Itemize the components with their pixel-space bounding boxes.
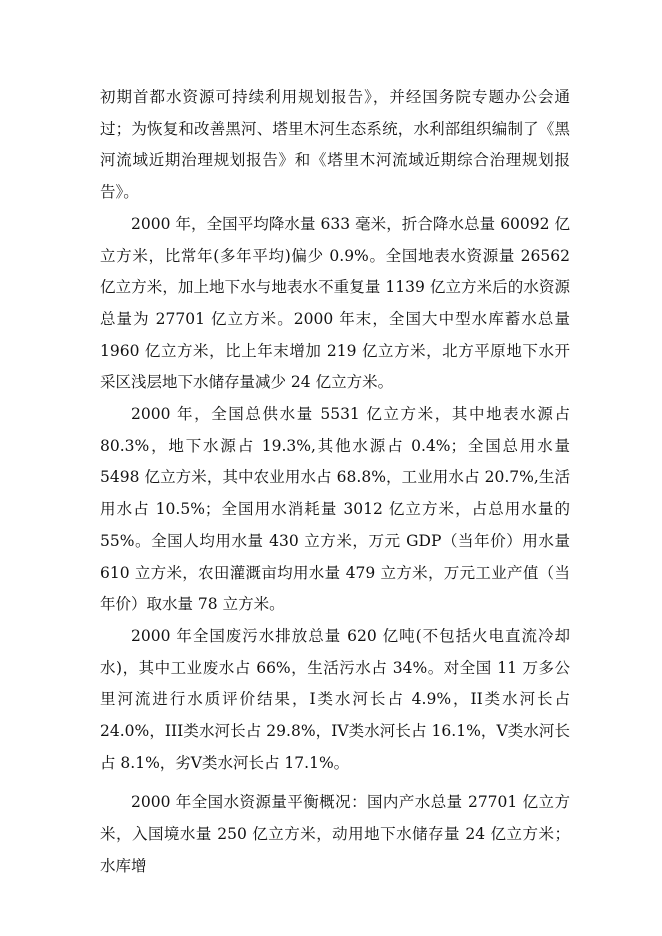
paragraph-planning-reports: 初期首都水资源可持续利用规划报告》，并经国务院专题办公会通过；为恢复和改善黑河、塔里木河生态系统，水利部组织编制了《黑河流域近期治理规划报告》和《塔里木河流域近期综合治理规划报告》。 [100, 88, 570, 202]
document-page [100, 82, 570, 883]
paragraph-precipitation: 2000 年，全国平均降水量 633 毫米，折合降水总量 60092 亿立方米，比常年(多年平均)偏少 0.9%。全国地表水资源量 26562 亿立方米，加上地下水与地表水不重复量 1139 亿立方米后的水资源总量为 27701 亿立方米。2000 年末，全国大中型水库蓄水总量 1960 亿立方米，比上年末增加 219 亿立方米，北方平原地下水开采区浅层地下水储存量减少 24 亿立方米。 [100, 214, 570, 392]
paragraph-water-balance: 2000 年全国水资源量平衡概况：国内产水总量 27701 亿立方米，入国境水量 250 亿立方米，动用地下水储存量 24 亿立方米；水库增 [100, 793, 570, 875]
paragraph-water-supply: 2000 年，全国总供水量 5531 亿立方米，其中地表水源占 80.3%，地下水源占 19.3%,其他水源占 0.4%；全国总用水量 5498 亿立方米，其中农业用水占 68.8%，工业用水占 20.7%,生活用水占 10.5%；全国用水消耗量 3012 亿立方米，占总用水量的 55%。全国人均用水量 430 立方米，万元 GDP（当年价）用水量 610 立方米，农田灌溉亩均用水量 479 立方米，万元工业产值（当年价）取水量 78 立方米。 [100, 405, 570, 614]
paragraph-wastewater-quality: 2000 年全国废污水排放总量 620 亿吨(不包括火电直流冷却水)，其中工业废水占 66%，生活污水占 34%。对全国 11 万多公里河流进行水质评价结果，I类水河长占 4.9%，II类水河长占 24.0%，III类水河长占 29.8%，IV类水河长占 16.1%，V类水河长占 8.1%，劣V类水河长占 17.1%。 [100, 626, 570, 772]
